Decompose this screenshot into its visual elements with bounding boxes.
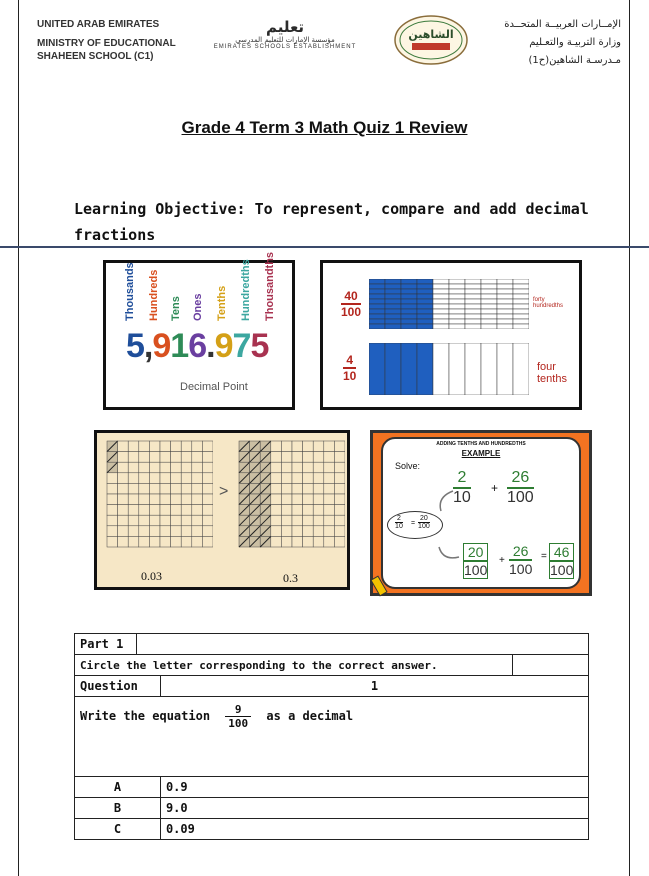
example-fraction-1: $\frac{2}{10}$ bbox=[453, 469, 471, 506]
hundredths-grid bbox=[369, 279, 529, 329]
school-logo bbox=[392, 14, 470, 66]
instruction-row bbox=[75, 655, 589, 676]
four-tenths-label: four tenths bbox=[537, 361, 567, 385]
example-fraction-2: $\frac{26}{100}$ bbox=[507, 469, 534, 506]
learning-objective: Learning Objective: To represent, compare and add decimal fractions bbox=[74, 200, 589, 244]
result-fraction-3: $\frac{46}{100}$ bbox=[550, 544, 574, 578]
adding-example-card bbox=[370, 430, 592, 596]
arrows-icon bbox=[433, 487, 463, 567]
fraction-4-10: $\frac{4}{10}$ bbox=[343, 353, 357, 383]
ese-logo-word: تعليم bbox=[265, 18, 305, 36]
pencil-icon bbox=[371, 571, 397, 597]
result-fraction-1: $\frac{20}{100}$ bbox=[464, 544, 488, 578]
question-header-row bbox=[75, 676, 589, 697]
part-label: Part 1 bbox=[75, 634, 137, 655]
chalkboard bbox=[381, 437, 581, 589]
header-right bbox=[504, 16, 621, 70]
example-heading: ADDING TENTHS AND HUNDREDTHS bbox=[436, 441, 526, 447]
example-subheading: EXAMPLE bbox=[461, 449, 501, 458]
school-logo-text: الشاهين bbox=[408, 28, 454, 41]
header-right-line-3: مـدرسـة الشاهين(ح1) bbox=[528, 55, 621, 66]
solve-label: Solve: bbox=[395, 461, 421, 471]
forty-hundredths-label: forty hundredths bbox=[533, 297, 564, 309]
plus-2: + bbox=[499, 555, 505, 566]
plus-1: + bbox=[491, 481, 499, 495]
place-label-ones: Ones bbox=[192, 293, 204, 321]
equivalent-bubble: $\frac{2}{10}$ = $\frac{20}{100}$ bbox=[387, 511, 443, 539]
section-divider bbox=[0, 246, 649, 248]
option-row-a[interactable] bbox=[75, 777, 589, 798]
grid-0-3 bbox=[237, 439, 345, 557]
place-label-tenths: Tenths bbox=[216, 285, 228, 321]
quiz-table bbox=[74, 633, 589, 840]
result-fraction-2: $\frac{26}{100}$ bbox=[509, 543, 533, 577]
option-row-b[interactable] bbox=[75, 798, 589, 819]
equals-sign: = bbox=[541, 551, 547, 562]
ese-logo bbox=[205, 18, 365, 64]
option-c-value: 0.09 bbox=[160, 819, 588, 840]
fraction-40-100: $\frac{40}{100}$ bbox=[341, 289, 362, 319]
question-prefix: Write the equation bbox=[80, 709, 211, 723]
header-left-line-3: SHAHEEN SCHOOL (C1) bbox=[37, 51, 154, 62]
tenths-grid bbox=[369, 343, 529, 395]
place-value-card bbox=[103, 251, 295, 410]
question-fraction: $\frac{9}{100}$ bbox=[225, 703, 251, 730]
compare-grids-card bbox=[94, 430, 350, 590]
label-0-03: 0.03 bbox=[141, 569, 162, 583]
label-0-3: 0.3 bbox=[283, 571, 298, 585]
option-c-letter[interactable]: C bbox=[75, 819, 161, 840]
question-row bbox=[75, 697, 589, 777]
decimal-point-label: Decimal Point bbox=[180, 381, 248, 393]
header-left-line-2: MINISTRY OF EDUCATIONAL bbox=[37, 38, 176, 49]
instruction-text: Circle the letter corresponding to the correct answer. bbox=[75, 655, 513, 676]
place-label-thousandths: Thousandths bbox=[264, 251, 276, 321]
question-suffix: as a decimal bbox=[266, 709, 354, 723]
header-left-line-1: UNITED ARAB EMIRATES bbox=[37, 19, 160, 30]
place-label-hundreds: Hundreds bbox=[148, 269, 160, 321]
place-label-hundredths: Hundredths bbox=[240, 259, 252, 321]
option-b-value: 9.0 bbox=[160, 798, 588, 819]
place-label-tens: Tens bbox=[170, 296, 182, 321]
option-a-value: 0.9 bbox=[160, 777, 588, 798]
header-right-line-2: وزارة التربيـة والتعـليم bbox=[529, 37, 621, 48]
grid-0-03 bbox=[105, 439, 213, 557]
ese-logo-english: EMIRATES SCHOOLS ESTABLISHMENT bbox=[213, 44, 357, 50]
tenths-hundredths-card bbox=[320, 260, 582, 410]
header-right-line-1: الإمــارات العربيــة المتحــدة bbox=[504, 19, 621, 30]
greater-than-symbol: > bbox=[219, 483, 229, 500]
question-number: 1 bbox=[160, 676, 588, 697]
option-a-letter[interactable]: A bbox=[75, 777, 161, 798]
question-header: Question bbox=[75, 676, 161, 697]
place-label-thousands: Thousands bbox=[124, 262, 136, 321]
option-row-c[interactable] bbox=[75, 819, 589, 840]
place-value-number: 5,916.975 bbox=[126, 327, 269, 365]
part-row bbox=[75, 634, 589, 655]
page-title: Grade 4 Term 3 Math Quiz 1 Review bbox=[181, 118, 468, 137]
header-left bbox=[37, 18, 176, 63]
option-b-letter[interactable]: B bbox=[75, 798, 161, 819]
ese-logo-arabic: مؤسسة الإمارات للتعليم المدرسي bbox=[235, 36, 335, 44]
